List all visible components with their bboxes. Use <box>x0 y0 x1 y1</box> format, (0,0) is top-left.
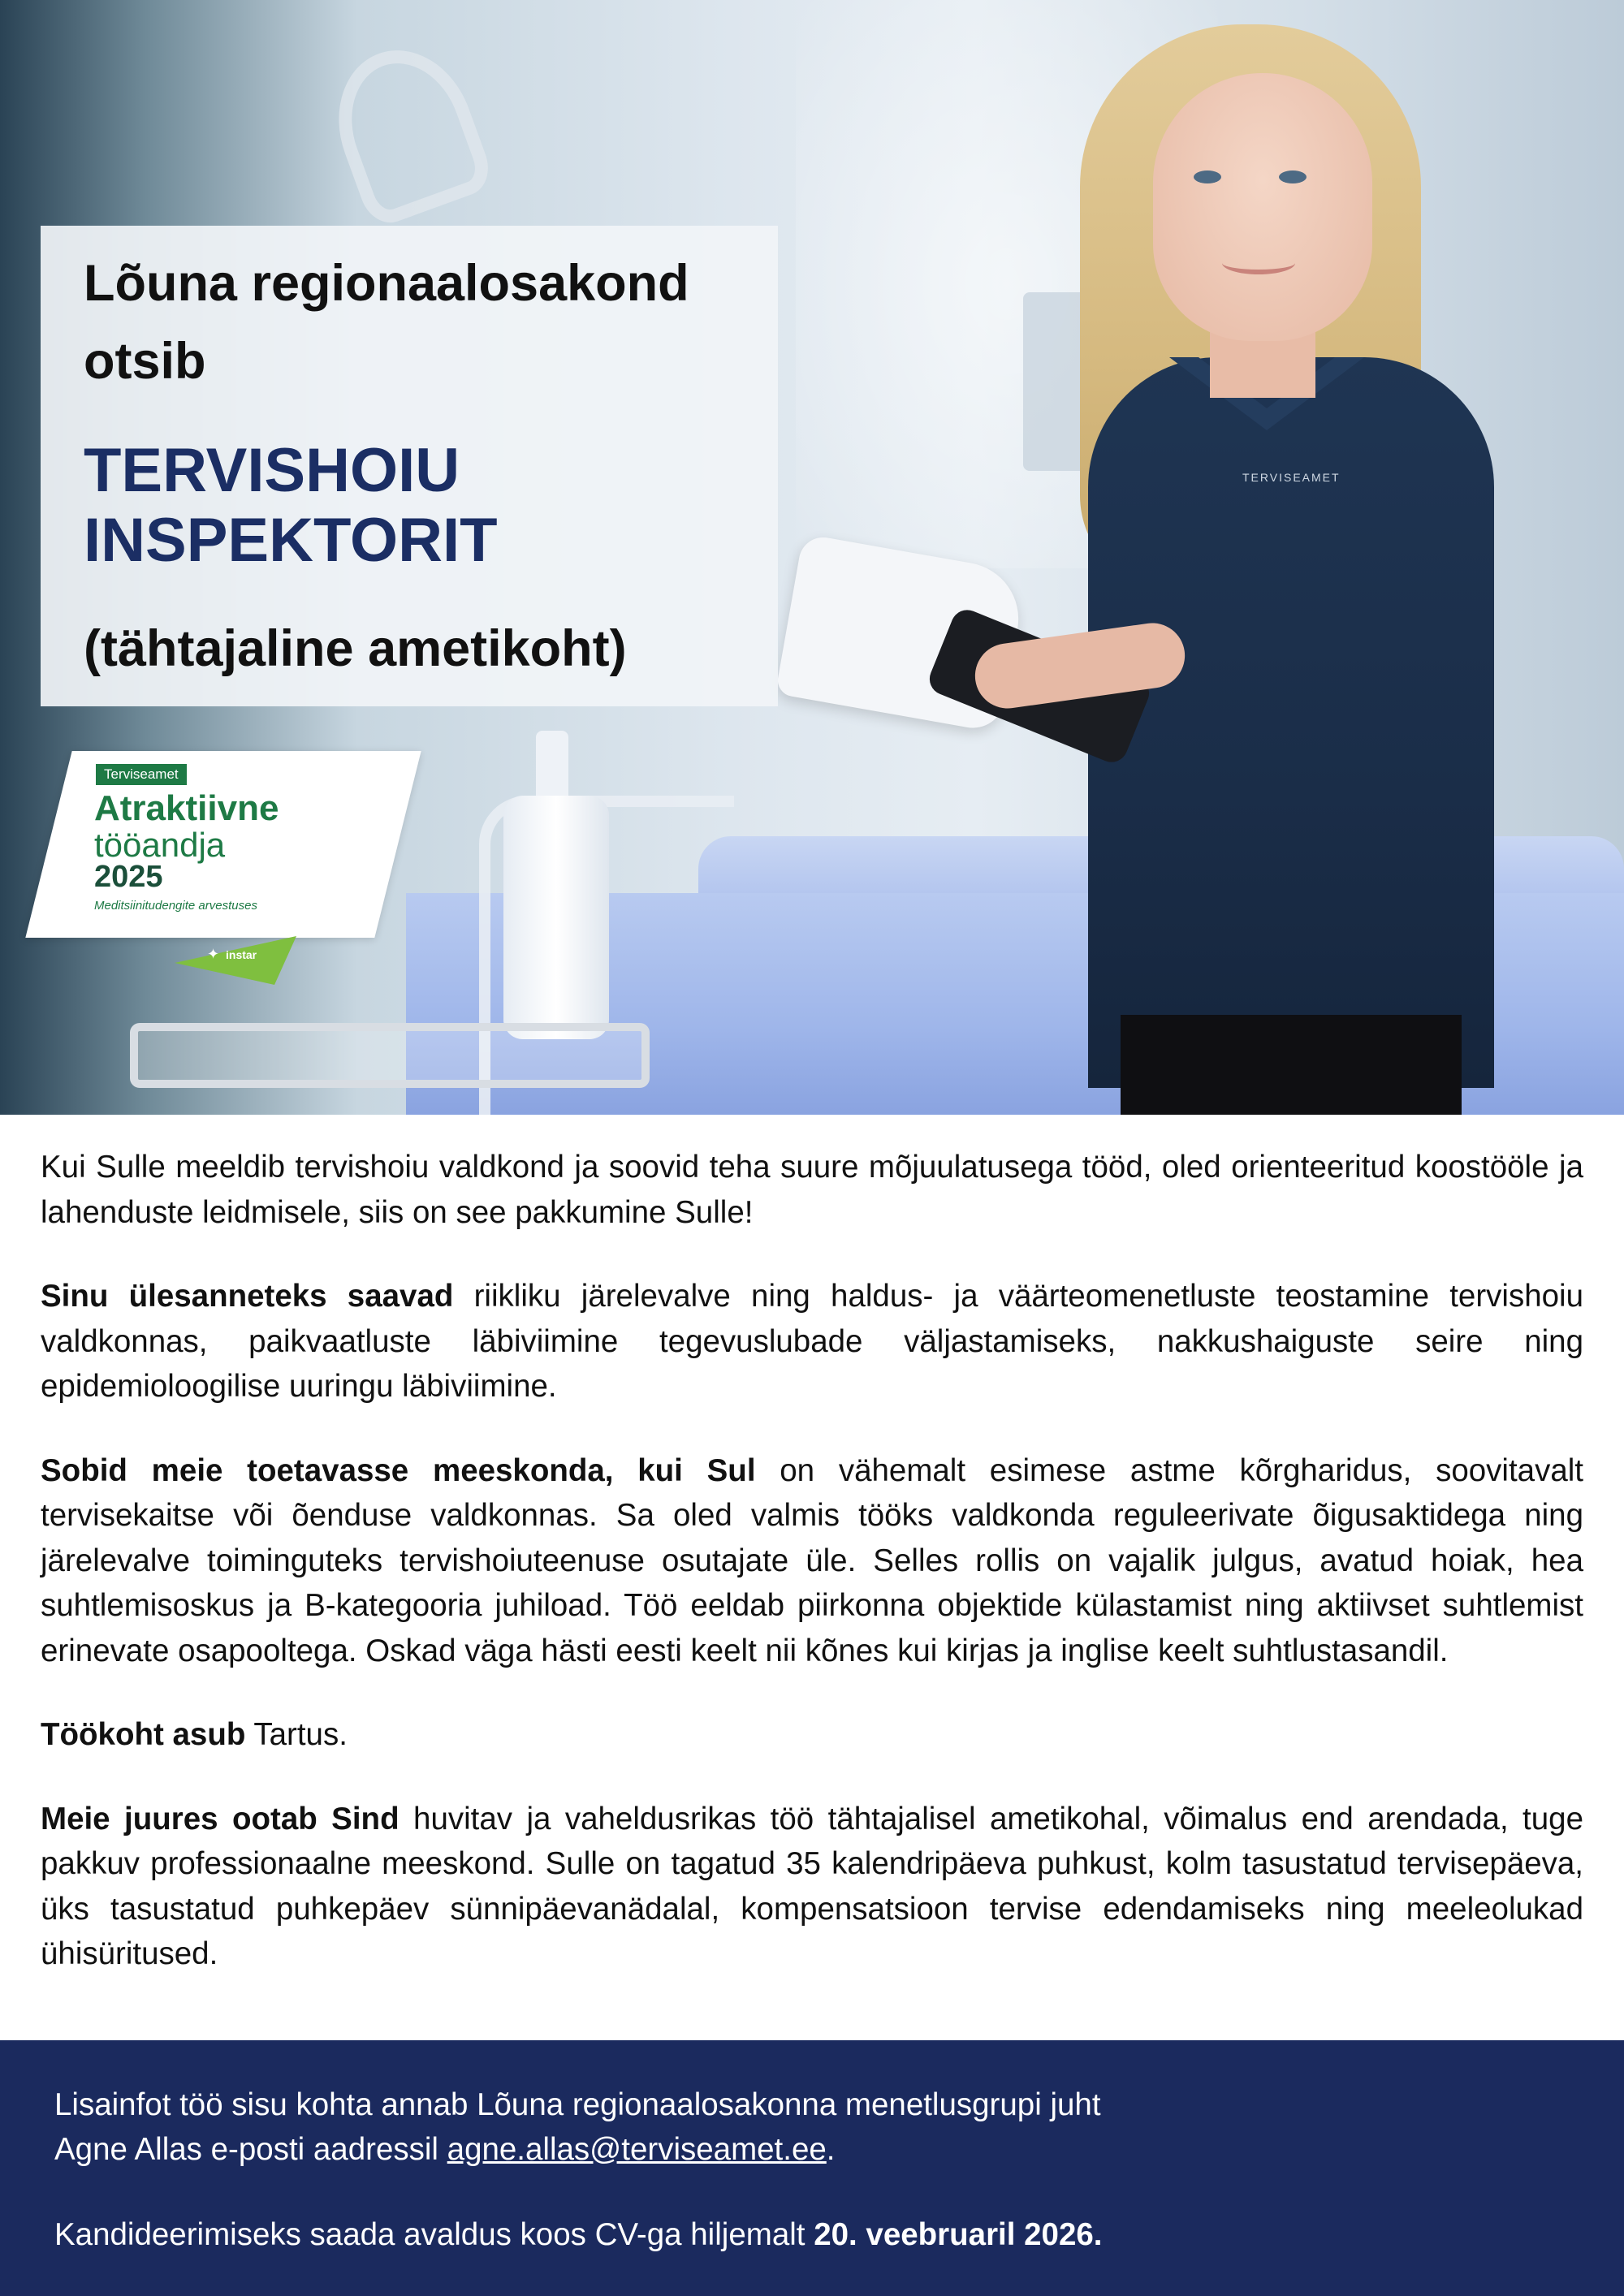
contact-email-link[interactable]: agne.allas@terviseamet.ee <box>447 2132 827 2167</box>
seeks-line: otsib <box>84 333 206 390</box>
intro-paragraph: Kui Sulle meeldib tervishoiu valdkond ja soovid teha suure mõjuulatusega tööd, oled orienteeritud koostööle ja lahenduste leidmisele, siis on see pakkumine Sulle! <box>41 1150 1583 1230</box>
badge-year: 2025 <box>94 860 163 894</box>
sanitizer-bottle <box>503 796 609 1039</box>
position-title-line2: INSPEKTORIT <box>84 506 498 575</box>
info-line-2 <box>54 2127 835 2172</box>
badge-note: Meditsiinitudengite arvestuses <box>94 899 257 913</box>
contact-footer <box>0 2040 1624 2296</box>
info-line-1: Lisainfot töö sisu kohta annab Lõuna regionaalosakonna menetlusgrupi juht <box>54 2087 1101 2122</box>
tasks-paragraph <box>41 1274 1583 1409</box>
nurse-eye <box>1279 170 1307 183</box>
steel-tray <box>130 1023 650 1088</box>
nurse-pants <box>1121 1015 1462 1115</box>
nurse-polo-shirt <box>1088 357 1494 1088</box>
instar-logo: instar <box>226 948 257 961</box>
shirt-logo: TERVISEAMET <box>1242 471 1341 484</box>
curtain-hanger <box>317 31 496 230</box>
requirements-text: on vähemalt esimese astme kõrgharidus, soovitavalt tervisekaitse või õenduse valdkonnas. Sa oled valmis tööks valdkonda reguleerivate õigusaktidega ning järelevalve toiminguteks tervishoiuteenuse osutajate üle. Selles rollis on vajalik julgus, avatud hoiak, hea suhtlemisoskus ja B-kategooria juhiload. Töö eeldab piirkonna objektide külastamist ning aktiivset suhtlemist erinevate osapooltega. Oskad väga hästi eesti keelt nii kõnes kui kirjas ja inglise keelt suhtlustasandil. <box>41 1452 1583 1668</box>
location-paragraph <box>41 1712 1583 1758</box>
tasks-lead: Sinu ülesanneteks saavad <box>41 1279 454 1314</box>
badge-org-label: Terviseamet <box>96 764 187 785</box>
offer-text: huvitav ja vaheldusrikas töö tähtajalisel ametikohal, võimalus end arendada, tuge pakkuv professionaalne meeskond. Sulle on tagatud 35 kalendripäeva puhkust, kolm tasustatud tervisepäeva, üks tasustatud puhkepäev sünnipäevanädalal, kompensatsioon tervise edendamiseks ning meeleolukad ühisüritused. <box>41 1801 1583 1971</box>
nurse-face <box>1153 73 1372 341</box>
location-lead: Töökoht asub <box>41 1717 246 1752</box>
nurse-eye <box>1194 170 1221 183</box>
nurse-smile <box>1222 252 1295 274</box>
badge-title-line2: tööandja <box>94 826 226 864</box>
location-text: Tartus. <box>245 1717 348 1752</box>
department-line: Lõuna regionaalosakond <box>84 255 689 312</box>
tasks-text: riikliku järelevalve ning haldus- ja väärteomenetluste teostamine tervishoiu valdkonnas, paikvaatluste läbiviimine tegevuslubade väljastamiseks, nakkushaiguste seire ning epidemioloogilise uuringu läbiviimine. <box>41 1279 1583 1404</box>
requirements-paragraph <box>41 1448 1583 1674</box>
contract-term: (tähtajaline ametikoht) <box>84 620 627 677</box>
hero-photo <box>0 0 1624 1115</box>
application-text: Kandideerimiseks saada avaldus koos CV-ga hiljemalt <box>54 2217 814 2252</box>
dispenser-pump <box>536 731 568 804</box>
job-description <box>41 1145 1583 2016</box>
contact-person: Agne Allas e-posti aadressil <box>54 2132 447 2167</box>
offer-paragraph <box>41 1797 1583 1977</box>
swan-icon: ✦ <box>207 946 220 962</box>
attractive-employer-badge <box>24 751 378 986</box>
offer-lead: Meie juures ootab Sind <box>41 1801 400 1836</box>
badge-title-line1: Atraktiivne <box>94 788 279 828</box>
info-line-2-end: . <box>826 2132 836 2167</box>
application-line <box>54 2212 1103 2257</box>
position-title-line1: TERVISHOIU <box>84 436 460 505</box>
application-deadline: 20. veebruaril 2026. <box>814 2217 1103 2252</box>
requirements-lead: Sobid meie toetavasse meeskonda, kui Sul <box>41 1452 756 1488</box>
